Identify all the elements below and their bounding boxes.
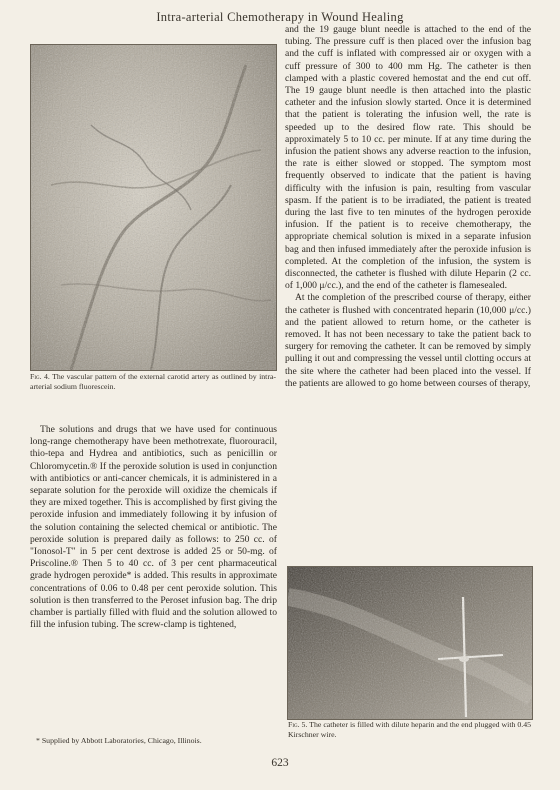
figure-4-image: [30, 44, 277, 371]
left-column: [30, 424, 277, 631]
right-paragraph-1: and the 19 gauge blunt needle is attached to the end of the tubing. The pressure cuff is then placed over the infusion bag and the cuff is inflated with compressed air or oxygen with a cuff pressure of 300 to 400 mm Hg. The catheter is then clamped with a plastic covered hemostat and the end cut off. The 19 gauge blunt needle is then attached into the plastic catheter and the infusion slowly started. Once it is determined that the patient is tolerating the infusion well, the rate is speeded up to the desired flow rate. This should be approximately 5 to 10 cc. per minute. If at any time during the infusion the patient shows any adverse reaction to the infusion, the rate is either slowed or stopped. The symptom most frequently observed to indicate that the patient is having difficulty with the infusion is pain, resulting from vascular spasm. If the patient is to be irradiated, the patient is treated during the last five to ten minutes of the hydrogen peroxide infusion. If the patient is to receive chemotherapy, the appropriate chemical solution is mixed in a separate infusion bag and then infused immediately after the peroxide infusion is completed. At the completion of the infusion, the system is disconnected, the catheter is flushed with dilute Heparin (2 cc. of 1,000 μ/cc.), and the end of the catheter is flamesealed.: [285, 24, 531, 292]
figure-4-label: Fig. 4.: [30, 372, 50, 381]
right-paragraph-2: At the completion of the prescribed course of therapy, either the catheter is flushed with concentrated heparin (10,000 μ/cc.) and the patient allowed to return home, or the catheter is removed. It has not been necessary to take the patient back to surgery for removing the catheter. It can be removed by simply pulling it out and compressing the vessel until clotting occurs at the site where the catheter had been placed into the vessel. If the patients are allowed to go home between courses of therapy,: [285, 292, 531, 389]
right-column: [285, 24, 531, 390]
left-paragraph: The solutions and drugs that we have used for continuous long-range chemotherapy have been methotrexate, fluorouracil, thio-tepa and Hydrea and antibiotics, such as penicillin or Chloromycetin.® If the peroxide solution is used in conjunction with antibiotics or anti-cancer chemicals, it is administered in a separate solution for the peroxide will oxidize the chemicals if they are mixed together. This is accomplished by first giving the peroxide infusion and immediately following it by infusion of the solution containing the selected chemical or antibiotic. The peroxide solution is prepared daily as follows: to 250 cc. of "Ionosol-T" in 5 per cent dextrose is added 25 or 50-mg. of Priscoline.® Then 5 to 40 cc. of 3 per cent pharmaceutical grade hydrogen peroxide* is added. This results in approximate concentrations of 0.06 to 0.48 per cent peroxide solution. This solution is then transferred to the Peroset infusion bag. The drip chamber is partially filled with fluid and the solution allowed to fill the infusion tubing. The screw-clamp is tightened,: [30, 424, 277, 631]
figure-5-caption: [288, 720, 531, 739]
figure-4-caption: [30, 372, 276, 391]
figure-5-label: Fig. 5.: [288, 720, 308, 729]
running-header: Intra-arterial Chemotherapy in Wound Healing: [156, 10, 404, 24]
figure-5-photo: [288, 567, 532, 719]
figure-5-image: [287, 566, 533, 720]
figure-4-caption-text: The vascular pattern of the external carotid artery as outlined by intra-arterial sodium fluorescein.: [30, 372, 277, 391]
page-number: 623: [271, 757, 289, 769]
figure-4-photo: [31, 45, 276, 370]
footnote: * Supplied by Abbott Laboratories, Chicago, Illinois.: [36, 736, 202, 745]
figure-5-caption-text: The catheter is filled with dilute heparin and the end plugged with 0.45 Kirschner wire.: [288, 720, 532, 739]
